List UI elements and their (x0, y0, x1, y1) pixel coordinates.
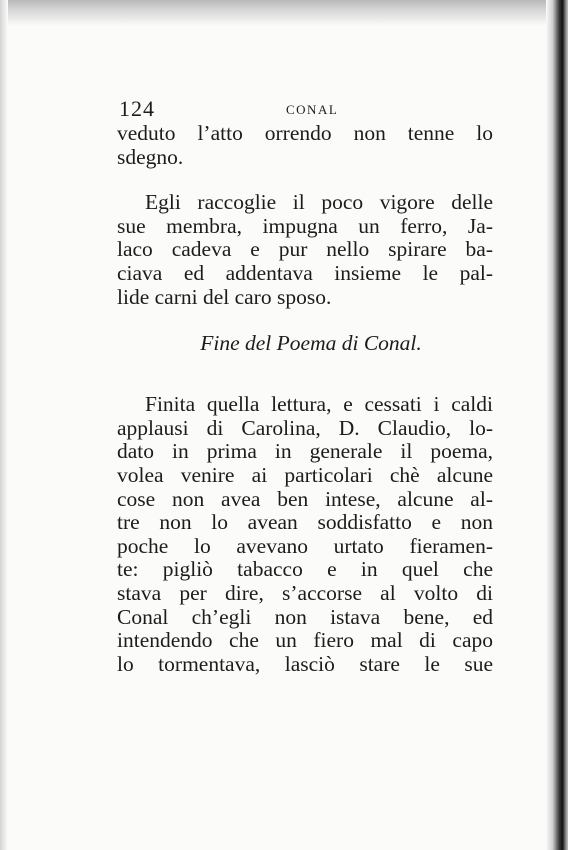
text-line: poche lo avevano urtato fieramen- (117, 533, 493, 558)
text-line: sdegno. (117, 144, 184, 169)
text-line: veduto l’atto orrendo non tenne lo (117, 121, 493, 145)
page-header (117, 96, 493, 122)
paragraph-2 (117, 191, 493, 309)
paragraph-3 (117, 393, 493, 676)
text-line: te: pigliò tabacco e in quel che (117, 557, 493, 582)
text-line: applausi di Carolina, D. Claudio, lo- (117, 415, 493, 440)
paragraph-1 (117, 122, 493, 169)
text-line: intendendo che un fiero mal di capo (117, 628, 493, 653)
text-line: volea venire ai particolari chè alcune (117, 462, 493, 487)
text-line: tre non lo avean soddisfatto e non (117, 510, 493, 535)
text-line: stava per dire, s’accorse al volto di (117, 580, 493, 605)
text-line: Finita quella lettura, e cessati i caldi (145, 392, 493, 417)
text-line: lide carni del caro sposo. (117, 284, 332, 309)
text-line: dato in prima in generale il poema, (117, 439, 493, 464)
book-binding-edge (546, 0, 568, 850)
scan-top-shadow (0, 0, 568, 26)
page-text-block (117, 96, 493, 676)
page-number: 124 (119, 96, 155, 121)
scan-left-shadow (0, 0, 8, 850)
text-line: cose non avea ben intese, alcune al- (117, 486, 493, 511)
text-line: lo tormentava, lasciò stare le sue (117, 651, 493, 676)
colophon: Fine del Poema di Conal. (200, 331, 422, 356)
text-line: Conal ch’egli non istava bene, ed (117, 604, 493, 629)
text-line: Egli raccoglie il poco vigore delle (145, 190, 493, 215)
text-line: sue membra, impugna un ferro, Ja- (117, 213, 493, 238)
text-line: laco cadeva e pur nello spirare ba- (117, 237, 493, 262)
text-line: ciava ed addentava insieme le pal- (117, 260, 493, 285)
running-title: CONAL (286, 102, 339, 117)
